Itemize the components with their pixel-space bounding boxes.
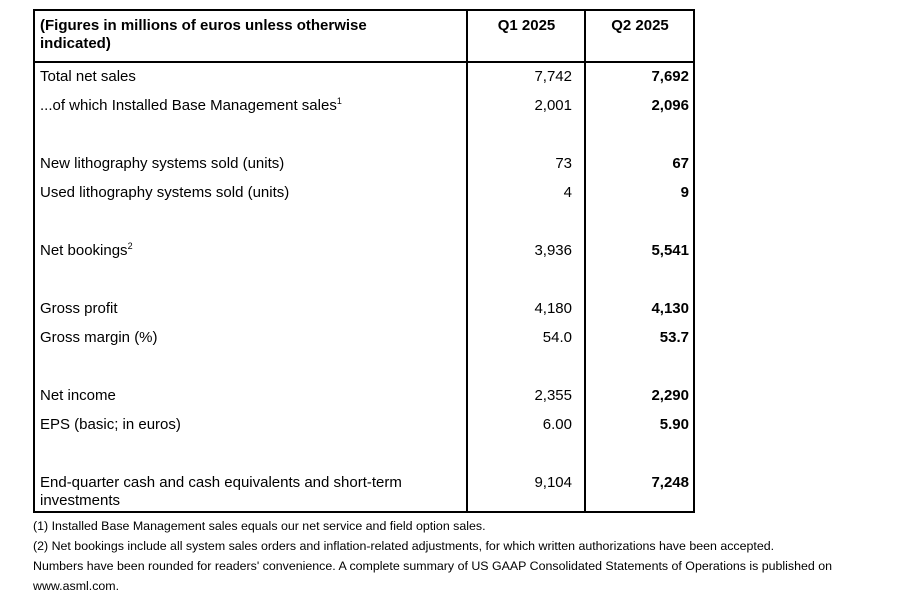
row-label-text: Total net sales: [40, 68, 136, 85]
row-q1-value: 9,104: [467, 468, 585, 512]
table-row: [34, 62, 694, 91]
row-label: [34, 62, 467, 91]
spacer-row: [34, 352, 694, 381]
spacer-row: [34, 265, 694, 294]
row-q1-value: 7,742: [467, 62, 585, 91]
row-label-text: End-quarter cash and cash equivalents and short-term investments: [40, 474, 402, 509]
header-label: (Figures in millions of euros unless otherwise indicated): [34, 10, 467, 62]
spacer-row: [34, 120, 694, 149]
row-label-text: New lithography systems sold (units): [40, 154, 285, 172]
row-q1-value: 6.00: [467, 410, 585, 439]
table-row: [34, 323, 694, 352]
row-q2-value: 67: [585, 149, 694, 178]
row-label: [34, 323, 467, 352]
footnote-marker: 2: [127, 240, 133, 251]
row-label: [34, 91, 467, 120]
row-label: [34, 468, 467, 512]
table-header-row: [34, 10, 694, 62]
rounding-note: Numbers have been rounded for readers' convenience. A complete summary of US GAAP Consolidated Statements of Operations is published on www.asml.com.: [33, 559, 833, 593]
header-q2: Q2 2025: [585, 10, 694, 62]
row-q1-value: 4,180: [467, 294, 585, 323]
footnote-1: (1) Installed Base Management sales equals our net service and field option sales.: [33, 519, 486, 533]
footnotes: [33, 516, 903, 596]
row-q2-value: 7,692: [585, 62, 694, 91]
row-q2-value: 9: [585, 178, 694, 207]
row-q1-value: 73: [467, 149, 585, 178]
table-row: [34, 91, 694, 120]
row-q2-value: 5,541: [585, 236, 694, 265]
row-label-text: ...of which Installed Base Management sales: [40, 96, 337, 114]
header-q1: Q1 2025: [467, 10, 585, 62]
spacer-row: [34, 439, 694, 468]
row-label: [34, 178, 467, 207]
row-label-text: Net bookings: [40, 241, 128, 259]
row-q2-value: 2,290: [585, 381, 694, 410]
row-q2-value: 53.7: [585, 323, 694, 352]
row-label-text: Used lithography systems sold (units): [40, 183, 290, 201]
table-row: [34, 410, 694, 439]
row-label: [34, 149, 467, 178]
row-q2-value: 5.90: [585, 410, 694, 439]
row-q1-value: 54.0: [467, 323, 585, 352]
financial-summary: [33, 9, 693, 513]
row-label-text: Gross profit: [40, 299, 118, 317]
row-label-text: Gross margin (%): [40, 328, 158, 346]
row-q2-value: 7,248: [585, 468, 694, 512]
table-row: [34, 468, 694, 512]
table-row: [34, 178, 694, 207]
row-label-text: Net income: [40, 386, 116, 404]
table-row: [34, 236, 694, 265]
table-row: [34, 294, 694, 323]
row-q1-value: 3,936: [467, 236, 585, 265]
footnote-2: (2) Net bookings include all system sales orders and inflation-related adjustments, for which written authorizations have been accepted.: [33, 539, 775, 553]
row-label: [34, 294, 467, 323]
row-label-text: EPS (basic; in euros): [40, 415, 181, 433]
row-label: [34, 381, 467, 410]
spacer-row: [34, 207, 694, 236]
financial-table: [33, 9, 695, 513]
row-q2-value: 2,096: [585, 91, 694, 120]
table-row: [34, 149, 694, 178]
table-row: [34, 381, 694, 410]
row-label: [34, 410, 467, 439]
row-q2-value: 4,130: [585, 294, 694, 323]
row-q1-value: 2,355: [467, 381, 585, 410]
row-label: [34, 236, 467, 265]
row-q1-value: 4: [467, 178, 585, 207]
row-q1-value: 2,001: [467, 91, 585, 120]
footnote-marker: 1: [336, 95, 342, 106]
